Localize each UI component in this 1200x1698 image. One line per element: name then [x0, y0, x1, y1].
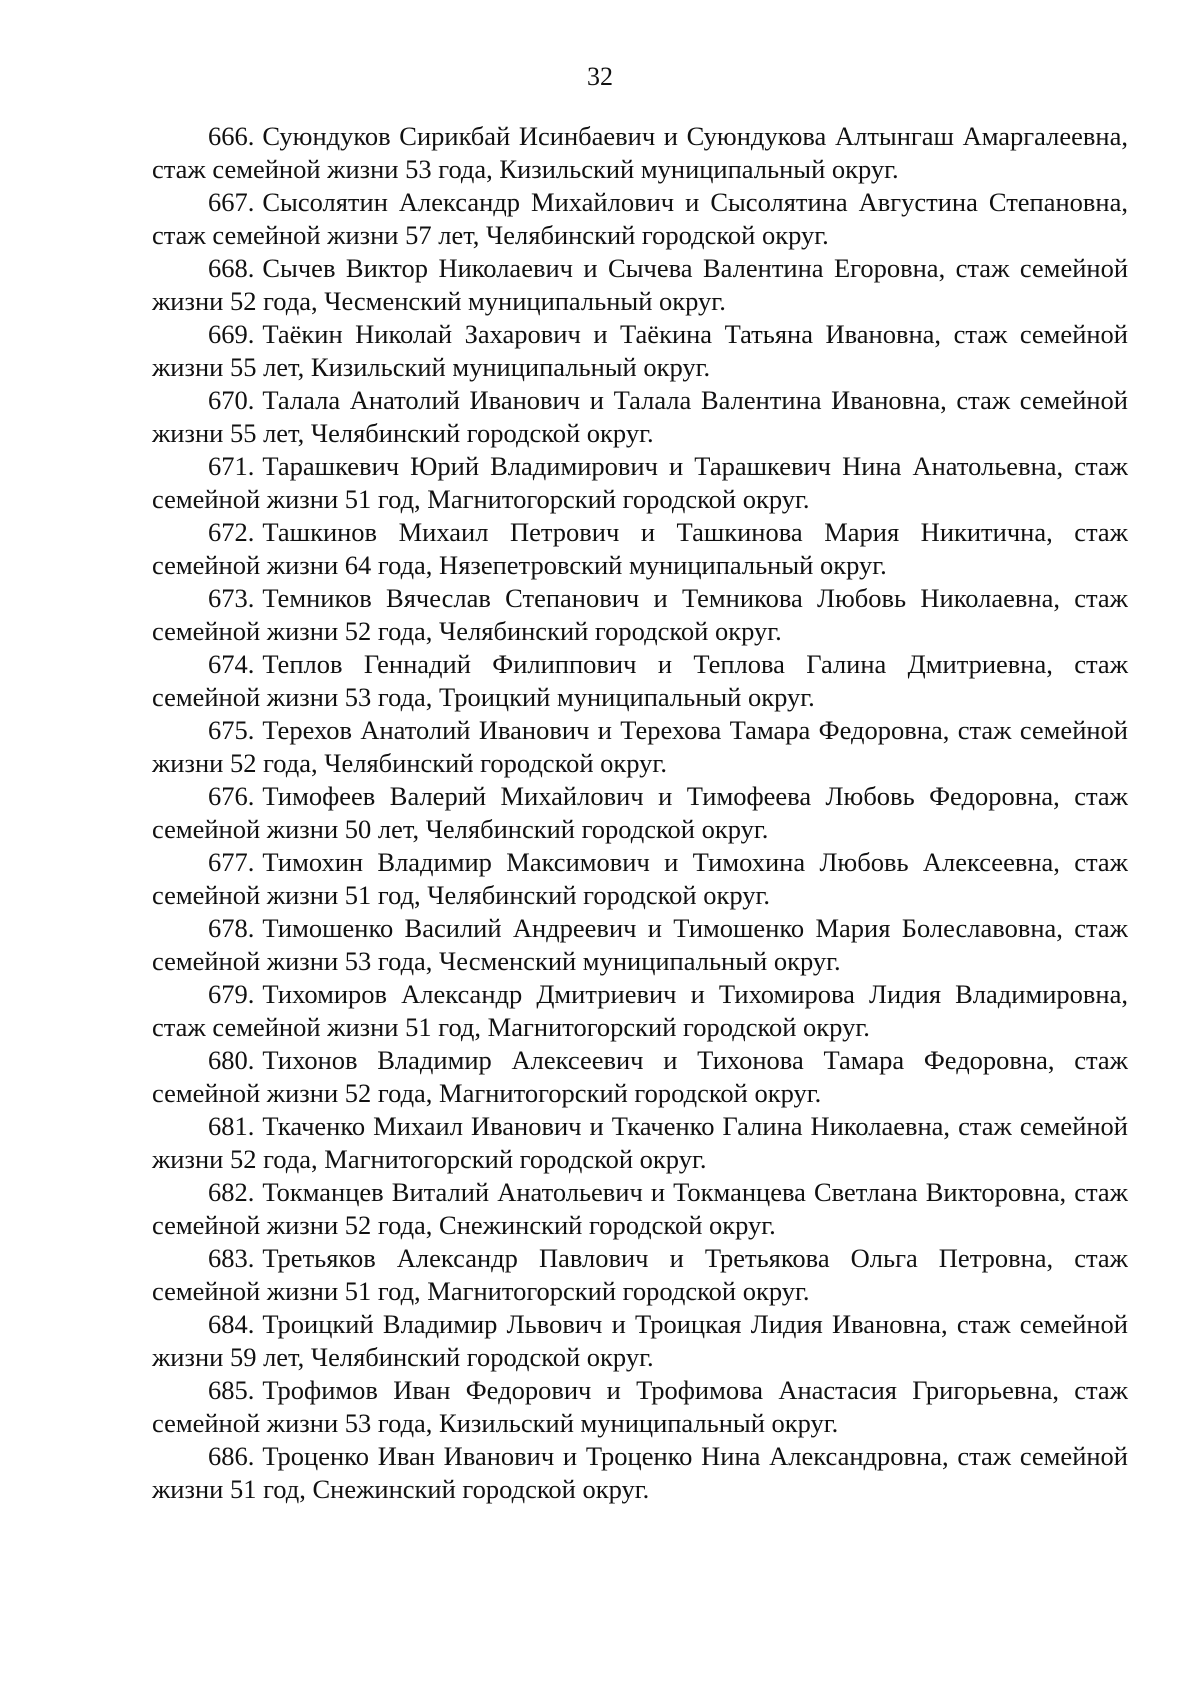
entry-number: 686. [208, 1441, 255, 1471]
entry-text: Ташкинов Михаил Петрович и Ташкинова Мария Никитична, стаж семейной жизни 64 года, Нязепетровский муниципальный округ. [152, 517, 1128, 580]
list-item [152, 1044, 1128, 1109]
entry-text: Третьяков Александр Павлович и Третьякова Ольга Петровна, стаж семейной жизни 51 год, Магнитогорский городской округ. [152, 1243, 1128, 1306]
entry-number: 666. [208, 121, 255, 151]
list-item [152, 120, 1128, 185]
list-item [152, 1440, 1128, 1505]
entry-text: Сысолятин Александр Михайлович и Сысолятина Августина Степановна, стаж семейной жизни 57 лет, Челябинский городской округ. [152, 187, 1128, 250]
list-item [152, 978, 1128, 1043]
entry-list [152, 120, 1128, 1506]
entry-text: Тарашкевич Юрий Владимирович и Тарашкевич Нина Анатольевна, стаж семейной жизни 51 год, Магнитогорский городской округ. [152, 451, 1128, 514]
list-item [152, 384, 1128, 449]
entry-number: 684. [208, 1309, 255, 1339]
list-item [152, 252, 1128, 317]
entry-text: Троицкий Владимир Львович и Троицкая Лидия Ивановна, стаж семейной жизни 59 лет, Челябинский городской округ. [152, 1309, 1128, 1372]
entry-number: 679. [208, 979, 255, 1009]
entry-number: 667. [208, 187, 255, 217]
entry-number: 670. [208, 385, 255, 415]
list-item [152, 912, 1128, 977]
list-item [152, 1374, 1128, 1439]
list-item [152, 846, 1128, 911]
list-item [152, 582, 1128, 647]
entry-text: Сычев Виктор Николаевич и Сычева Валентина Егоровна, стаж семейной жизни 52 года, Чесменский муниципальный округ. [152, 253, 1128, 316]
entry-text: Троценко Иван Иванович и Троценко Нина Александровна, стаж семейной жизни 51 год, Снежинский городской округ. [152, 1441, 1128, 1504]
list-item [152, 450, 1128, 515]
entry-text: Талала Анатолий Иванович и Талала Валентина Ивановна, стаж семейной жизни 55 лет, Челябинский городской округ. [152, 385, 1128, 448]
page-number: 32 [587, 62, 613, 91]
entry-number: 671. [208, 451, 255, 481]
entry-number: 676. [208, 781, 255, 811]
list-item [152, 1308, 1128, 1373]
entry-number: 682. [208, 1177, 255, 1207]
entry-text: Токманцев Виталий Анатольевич и Токманцева Светлана Викторовна, стаж семейной жизни 52 года, Снежинский городской округ. [152, 1177, 1128, 1240]
list-item [152, 1110, 1128, 1175]
entry-text: Тихомиров Александр Дмитриевич и Тихомирова Лидия Владимировна, стаж семейной жизни 51 год, Магнитогорский городской округ. [152, 979, 1128, 1042]
entry-number: 668. [208, 253, 255, 283]
entry-number: 669. [208, 319, 255, 349]
entry-text: Ткаченко Михаил Иванович и Ткаченко Галина Николаевна, стаж семейной жизни 52 года, Магнитогорский городской округ. [152, 1111, 1128, 1174]
entry-text: Тимошенко Василий Андреевич и Тимошенко Мария Болеславовна, стаж семейной жизни 53 года, Чесменский муниципальный округ. [152, 913, 1128, 976]
entry-number: 672. [208, 517, 255, 547]
list-item [152, 516, 1128, 581]
entry-text: Трофимов Иван Федорович и Трофимова Анастасия Григорьевна, стаж семейной жизни 53 года, Кизильский муниципальный округ. [152, 1375, 1128, 1438]
entry-number: 681. [208, 1111, 255, 1141]
entry-number: 683. [208, 1243, 255, 1273]
entry-text: Суюндуков Сирикбай Исинбаевич и Суюндукова Алтынгаш Амаргалеевна, стаж семейной жизни 53 года, Кизильский муниципальный округ. [152, 121, 1128, 184]
entry-number: 674. [208, 649, 255, 679]
entry-text: Тихонов Владимир Алексеевич и Тихонова Тамара Федоровна, стаж семейной жизни 52 года, Магнитогорский городской округ. [152, 1045, 1128, 1108]
entry-number: 680. [208, 1045, 255, 1075]
list-item [152, 318, 1128, 383]
list-item [152, 186, 1128, 251]
list-item [152, 714, 1128, 779]
entry-text: Тимофеев Валерий Михайлович и Тимофеева Любовь Федоровна, стаж семейной жизни 50 лет, Челябинский городской округ. [152, 781, 1128, 844]
entry-text: Темников Вячеслав Степанович и Темникова Любовь Николаевна, стаж семейной жизни 52 года, Челябинский городской округ. [152, 583, 1128, 646]
list-item [152, 780, 1128, 845]
list-item [152, 1242, 1128, 1307]
entry-text: Теплов Геннадий Филиппович и Теплова Галина Дмитриевна, стаж семейной жизни 53 года, Троицкий муниципальный округ. [152, 649, 1128, 712]
entry-text: Таёкин Николай Захарович и Таёкина Татьяна Ивановна, стаж семейной жизни 55 лет, Кизильский муниципальный округ. [152, 319, 1128, 382]
entry-number: 675. [208, 715, 255, 745]
entry-text: Тимохин Владимир Максимович и Тимохина Любовь Алексеевна, стаж семейной жизни 51 год, Челябинский городской округ. [152, 847, 1128, 910]
entry-number: 677. [208, 847, 255, 877]
entry-number: 678. [208, 913, 255, 943]
list-item [152, 648, 1128, 713]
entry-number: 673. [208, 583, 255, 613]
entry-number: 685. [208, 1375, 255, 1405]
list-item [152, 1176, 1128, 1241]
entry-text: Терехов Анатолий Иванович и Терехова Тамара Федоровна, стаж семейной жизни 52 года, Челябинский городской округ. [152, 715, 1128, 778]
